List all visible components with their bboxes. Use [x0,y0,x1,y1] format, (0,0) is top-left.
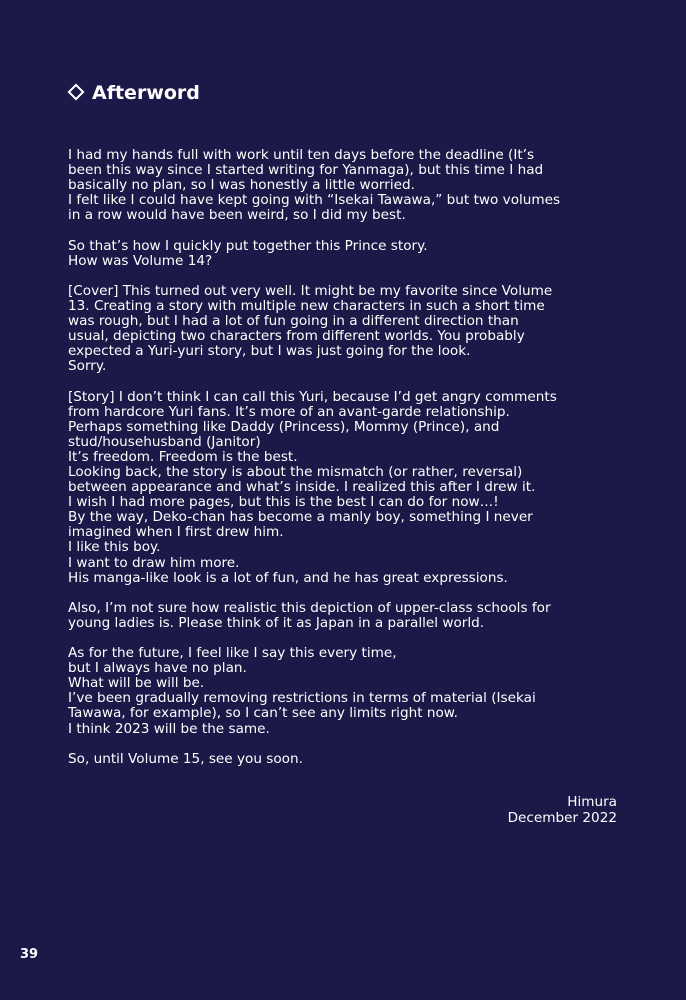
afterword-body [68,148,628,767]
text-line: I’ve been gradually removing restrictions in terms of material (Isekai [68,690,536,707]
diamond-outline-icon [68,84,85,101]
text-line: usual, depicting two characters from different worlds. You probably [68,328,525,345]
text-line: basically no plan, so I was honestly a little worried. [68,177,415,194]
signature-date: December 2022 [507,809,617,826]
text-line: I had my hands full with work until ten days before the deadline (It’s [68,147,535,163]
text-line: stud/househusband (Janitor) [68,433,261,450]
signature-block [508,795,617,826]
text-line: between appearance and what’s inside. I realized this after I drew it. [68,479,536,496]
text-line: I like this boy. [68,539,161,556]
text-line: His manga-like look is a lot of fun, and he has great expressions. [68,569,508,586]
text-line: Also, I’m not sure how realistic this depiction of upper-class schools for [68,599,551,616]
paragraph-gap [68,269,628,284]
text-line: I want to draw him more. [68,554,240,571]
text-line: What will be will be. [68,675,205,692]
paragraph-gap [68,737,628,752]
paragraph-gap [68,223,628,238]
text-line: So, until Volume 15, see you soon. [68,750,303,767]
text-line: imagined when I first drew him. [68,524,284,541]
text-line: but I always have no plan. [68,660,247,677]
text-line: [Cover] This turned out very well. It might be my favorite since Volume [68,282,553,299]
text-line: I wish I had more pages, but this is the best I can do for now…! [68,494,499,511]
text-line: in a row would have been weird, so I did my best. [68,207,406,224]
afterword-title: Afterword [92,82,200,104]
text-line: been this way since I started writing for Yanmaga), but this time I had [68,162,544,179]
text-line: As for the future, I feel like I say this every time, [68,645,397,662]
text-line: Looking back, the story is about the mismatch (or rather, reversal) [68,463,523,480]
author-name: Himura [567,794,617,810]
text-line: from hardcore Yuri fans. It’s more of an avant-garde relationship. [68,403,510,420]
page-number: 39 [20,947,39,962]
text-line: I think 2023 will be the same. [68,720,270,737]
paragraph-gap [68,631,628,646]
text-line: young ladies is. Please think of it as Japan in a parallel world. [68,614,485,631]
text-line: expected a Yuri-yuri story, but I was just going for the look. [68,343,471,360]
text-line: [Story] I don’t think I can call this Yuri, because I’d get angry comments [68,388,557,405]
text-line: So that’s how I quickly put together this Prince story. [68,237,428,254]
afterword-heading [66,82,200,104]
text-line: By the way, Deko-chan has become a manly boy, something I never [68,509,533,526]
paragraph-gap [68,374,628,389]
text-line: was rough, but I had a lot of fun going in a different direction than [68,313,519,330]
paragraph-gap [68,586,628,601]
text-line: 13. Creating a story with multiple new characters in such a short time [68,297,545,314]
text-line: How was Volume 14? [68,252,213,269]
text-line: Perhaps something like Daddy (Princess), Mommy (Prince), and [68,418,500,435]
text-line: Sorry. [68,358,107,375]
text-line: Tawawa, for example), so I can’t see any limits right now. [68,705,458,722]
text-line: I felt like I could have kept going with “Isekai Tawawa,” but two volumes [68,192,561,209]
text-line: It’s freedom. Freedom is the best. [68,448,298,465]
